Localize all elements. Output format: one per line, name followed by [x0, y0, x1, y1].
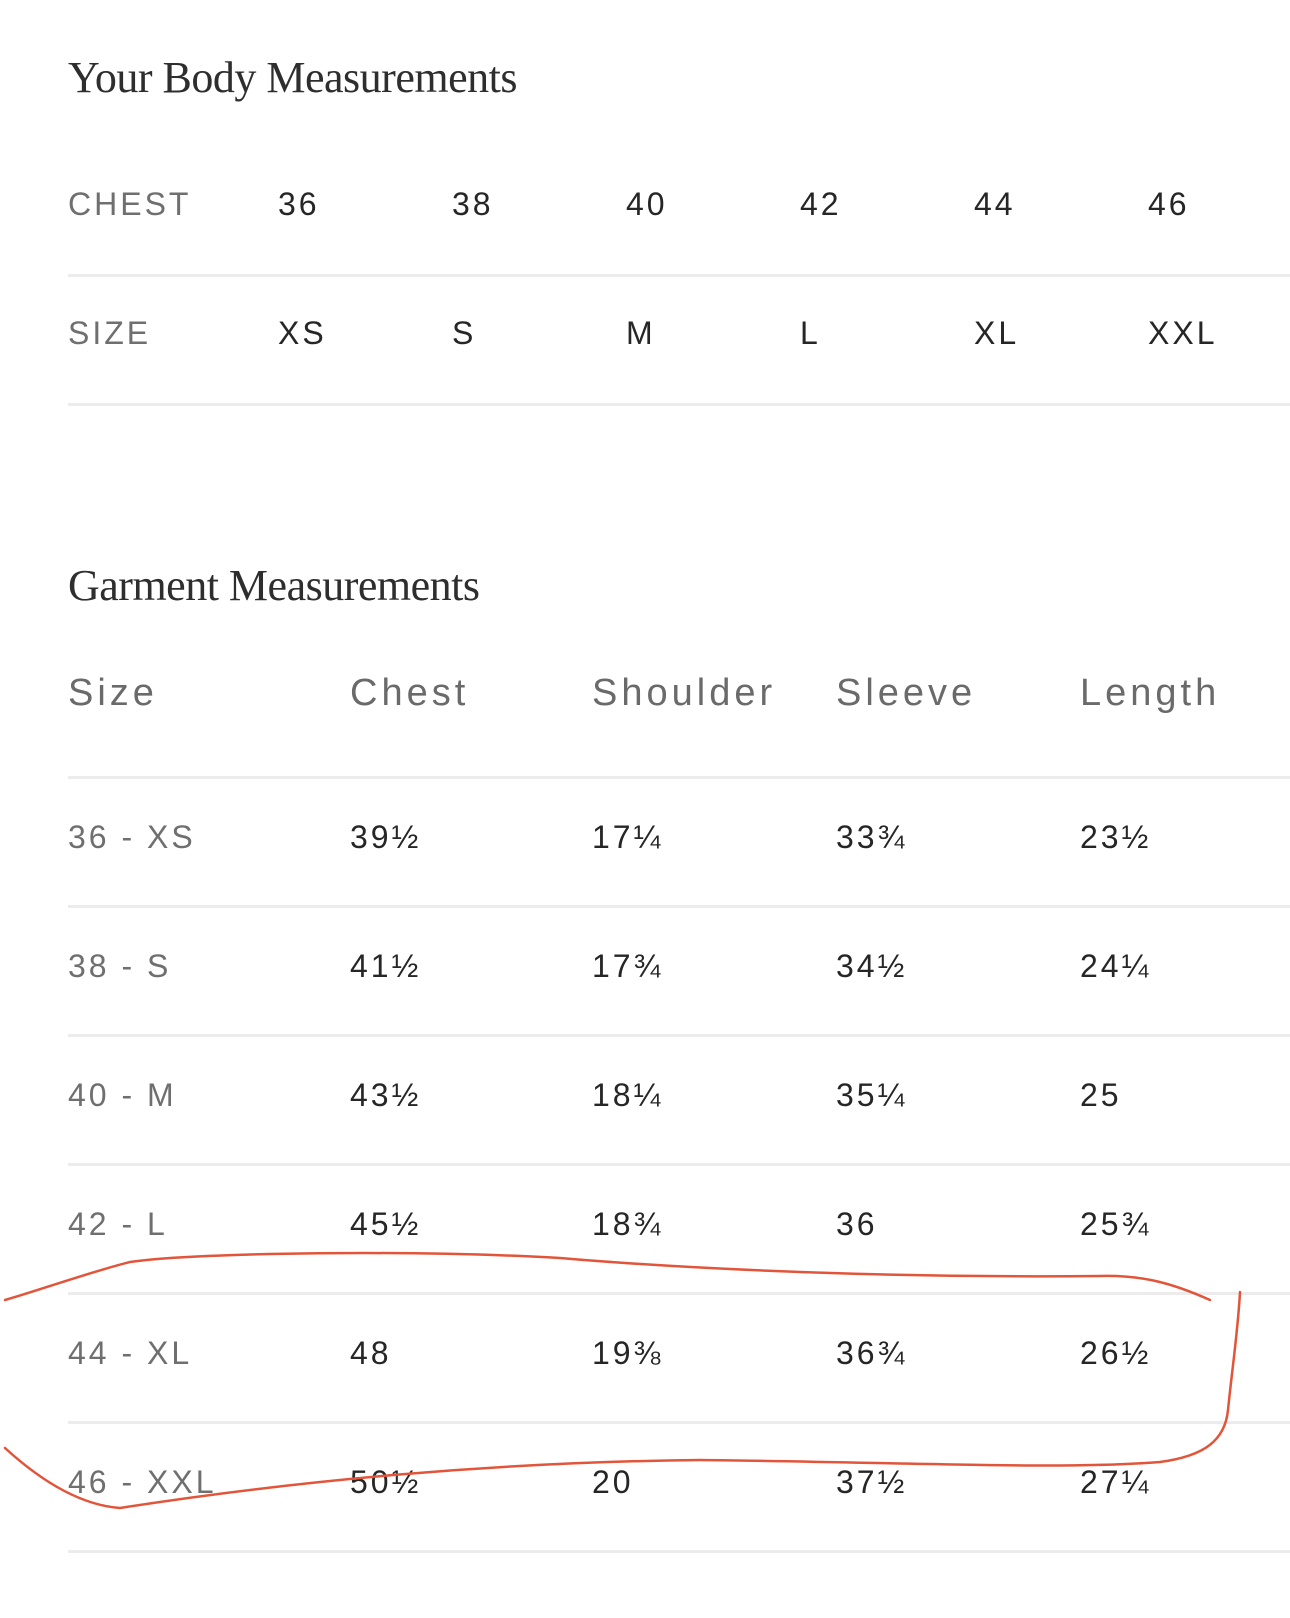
length-cell: 25¾: [1080, 1206, 1152, 1242]
chest-value: 40: [626, 186, 668, 222]
table-row: [68, 1424, 1290, 1553]
size-row: [68, 277, 1290, 406]
length-cell: 24¼: [1080, 948, 1152, 984]
column-header-size: Size: [68, 672, 158, 714]
size-value: XXL: [1148, 315, 1218, 351]
table-row: [68, 908, 1290, 1037]
chest-value: 38: [452, 186, 494, 222]
size-cell: 40 - M: [68, 1077, 177, 1113]
length-cell: 23½: [1080, 819, 1152, 855]
size-value: XL: [974, 315, 1020, 351]
chest-cell: 50½: [350, 1464, 422, 1500]
shoulder-cell: 17¼: [592, 819, 664, 855]
table-row: [68, 1166, 1290, 1295]
table-row: [68, 1037, 1290, 1166]
sleeve-cell: 36¾: [836, 1335, 908, 1371]
body-measurements-title: Your Body Measurements: [68, 53, 517, 102]
chest-value: 42: [800, 186, 842, 222]
size-value: XS: [278, 315, 327, 351]
body-measurements-table: [68, 148, 1290, 406]
chest-cell: 43½: [350, 1077, 422, 1113]
shoulder-cell: 20: [592, 1464, 634, 1500]
table-row: [68, 779, 1290, 908]
length-cell: 25: [1080, 1077, 1122, 1113]
column-header-chest: Chest: [350, 672, 470, 714]
sleeve-cell: 36: [836, 1206, 878, 1242]
shoulder-cell: 18¼: [592, 1077, 664, 1113]
size-cell: 46 - XXL: [68, 1464, 217, 1500]
sleeve-cell: 33¾: [836, 819, 908, 855]
shoulder-cell: 18¾: [592, 1206, 664, 1242]
length-cell: 27¼: [1080, 1464, 1152, 1500]
sleeve-cell: 37½: [836, 1464, 908, 1500]
sleeve-cell: 35¼: [836, 1077, 908, 1113]
table-header-row: [68, 650, 1290, 779]
size-value: S: [452, 315, 477, 351]
chest-label: CHEST: [68, 186, 192, 222]
column-header-sleeve: Sleeve: [836, 672, 977, 714]
size-value: M: [626, 315, 656, 351]
shoulder-cell: 17¾: [592, 948, 664, 984]
chest-cell: 45½: [350, 1206, 422, 1242]
chest-cell: 41½: [350, 948, 422, 984]
sleeve-cell: 34½: [836, 948, 908, 984]
table-row: [68, 1295, 1290, 1424]
column-header-length: Length: [1080, 672, 1221, 714]
length-cell: 26½: [1080, 1335, 1152, 1371]
chest-row: [68, 148, 1290, 277]
column-header-shoulder: Shoulder: [592, 672, 777, 714]
chest-value: 46: [1148, 186, 1190, 222]
size-label: SIZE: [68, 315, 152, 351]
size-cell: 36 - XS: [68, 819, 196, 855]
size-cell: 44 - XL: [68, 1335, 193, 1371]
size-cell: 42 - L: [68, 1206, 168, 1242]
size-value: L: [800, 315, 821, 351]
chest-value: 36: [278, 186, 320, 222]
size-cell: 38 - S: [68, 948, 172, 984]
garment-measurements-title: Garment Measurements: [68, 561, 480, 610]
chest-cell: 39½: [350, 819, 422, 855]
garment-measurements-table: [68, 650, 1290, 1553]
chest-cell: 48: [350, 1335, 392, 1371]
chest-value: 44: [974, 186, 1016, 222]
shoulder-cell: 19⅜: [592, 1335, 664, 1371]
